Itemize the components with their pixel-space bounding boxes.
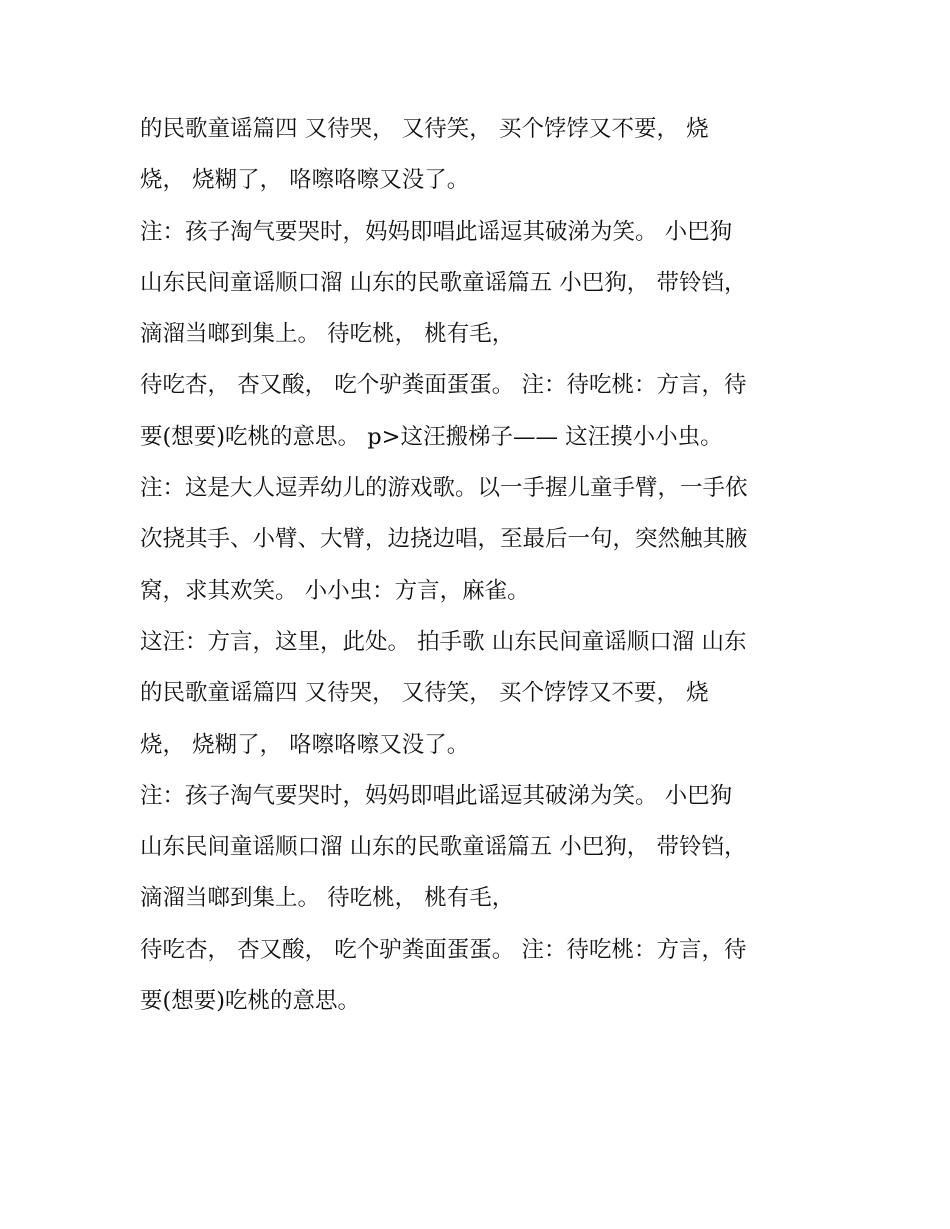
text-line: 山东民间童谣顺口溜 山东的民歌童谣篇五 小巴狗， 带铃铛， [140,269,747,296]
text-line: 烧， 烧糊了， 咯嚓咯嚓又没了。 [140,167,470,194]
text-line: 注：孩子淘气要哭时，妈妈即唱此谣逗其破涕为笑。 小巴狗 [140,218,733,245]
text-line: 的民歌童谣篇四 又待哭， 又待笑， 买个饽饽又不要， 烧 [140,680,709,707]
text-line: 滴溜当啷到集上。 待吃桃， 桃有毛， [140,885,515,912]
text-line: 山东民间童谣顺口溜 山东的民歌童谣篇五 小巴狗， 带铃铛， [140,834,747,861]
text-line: 要(想要)吃桃的意思。 p>这汪搬梯子—— 这汪摸小小虫。 [140,423,723,450]
text-line: 滴溜当啷到集上。 待吃桃， 桃有毛， [140,321,515,348]
text-line: 要(想要)吃桃的意思。 [140,988,361,1015]
text-line: 待吃杏， 杏又酸， 吃个驴粪面蛋蛋。 注：待吃桃：方言，待 [140,372,747,399]
text-line: 次挠其手、小臂、大臂，边挠边唱，至最后一句，突然触其腋 [140,526,748,553]
text-line: 注：这是大人逗弄幼儿的游戏歌。以一手握儿童手臂，一手依 [140,475,748,502]
text-line: 烧， 烧糊了， 咯嚓咯嚓又没了。 [140,731,470,758]
text-line: 待吃杏， 杏又酸， 吃个驴粪面蛋蛋。 注：待吃桃：方言，待 [140,936,747,963]
body-text [140,104,820,1027]
text-line: 注：孩子淘气要哭时，妈妈即唱此谣逗其破涕为笑。 小巴狗 [140,782,733,809]
text-line: 这汪：方言，这里，此处。 拍手歌 山东民间童谣顺口溜 山东 [140,628,747,655]
text-line: 的民歌童谣篇四 又待哭， 又待笑， 买个饽饽又不要， 烧 [140,116,709,142]
text-line: 窝，求其欢笑。 小小虫：方言，麻雀。 [140,577,530,604]
